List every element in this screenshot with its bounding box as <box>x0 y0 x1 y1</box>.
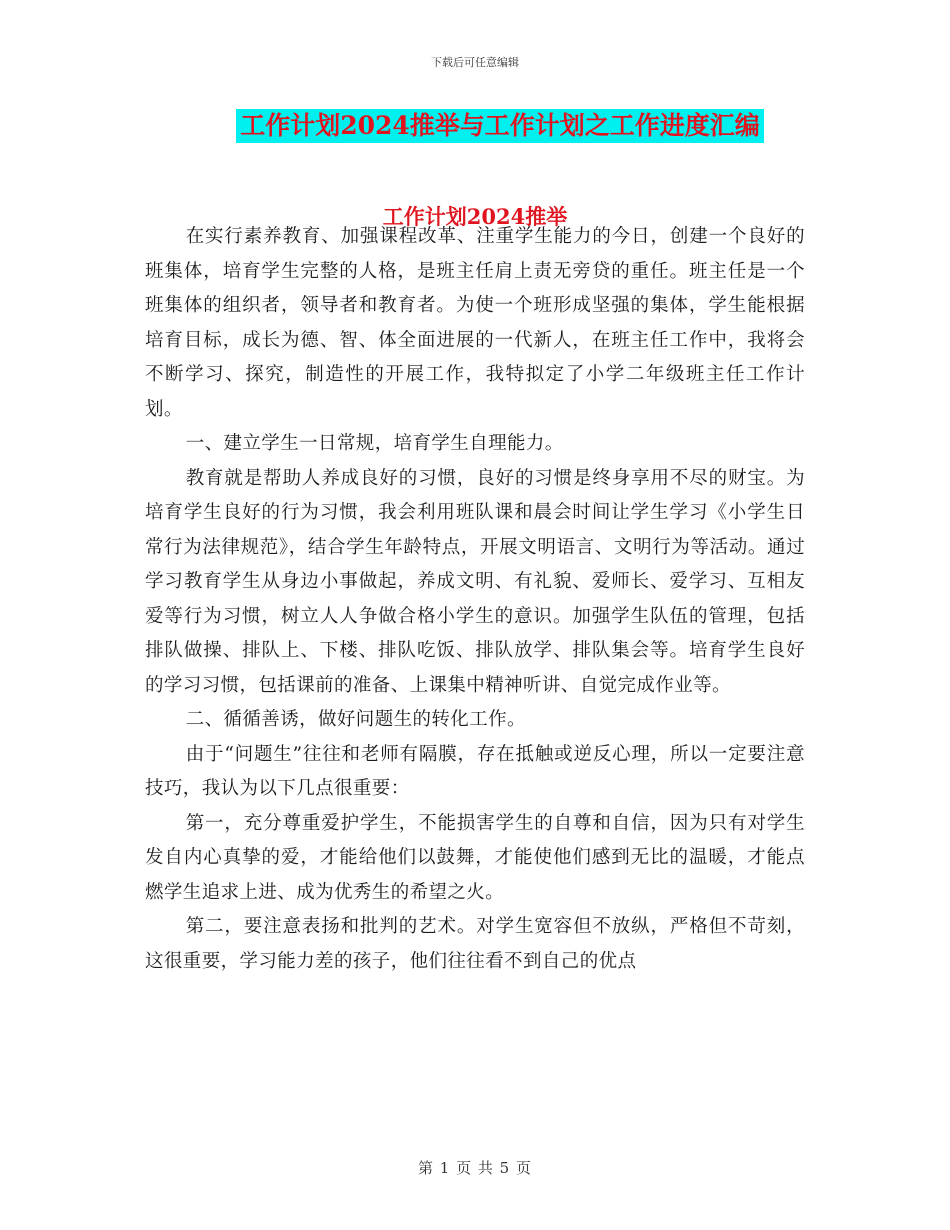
body-paragraph: 教育就是帮助人养成良好的习惯，良好的习惯是终身享用不尽的财宝。为培育学生良好的行为习惯，我会利用班队课和晨会时间让学生学习《小学生日常行为法律规范》，结合学生年龄特点，开展文明语言、文明行为等活动。通过学习教育学生从身边小事做起，养成文明、有礼貌、爱师长、爱学习、互相友爱等行为习惯，树立人人争做合格小学生的意识。加强学生队伍的管理，包括排队做操、排队上、下楼、排队吃饭、排队放学、排队集会等。培育学生良好的学习习惯，包括课前的准备、上课集中精神听讲、自觉完成作业等。 <box>145 467 805 696</box>
body-paragraph: 第二，要注意表扬和批判的艺术。对学生宽容但不放纵，严格但不苛刻，这很重要，学习能力差的孩子，他们往往看不到自己的优点 <box>145 916 805 972</box>
body-paragraph: 第一，充分尊重爱护学生，不能损害学生的自尊和自信，因为只有对学生发自内心真挚的爱，才能给他们以鼓舞，才能使他们感到无比的温暖，才能点燃学生追求上进、成为优秀生的希望之火。 <box>145 812 805 903</box>
page-header-note: 下载后可任意编辑 <box>431 56 519 69</box>
body-paragraph: 由于“问题生”往往和老师有隔膜，存在抵触或逆反心理，所以一定要注意技巧，我认为以下几点很重要： <box>145 743 805 799</box>
main-title-container <box>0 109 950 143</box>
document-main-title: 工作计划2024推举与工作计划之工作进度汇编 <box>236 109 764 143</box>
body-paragraph: 在实行素养教育、加强课程改革、注重学生能力的今日，创建一个良好的班集体，培育学生完整的人格，是班主任肩上责无旁贷的重任。班主任是一个班集体的组织者，领导者和教育者。为使一个班形成坚强的集体，学生能根据培育目标，成长为德、智、体全面进展的一代新人，在班主任工作中，我将会不断学习、探究，制造性的开展工作，我特拟定了小学二年级班主任工作计划。 <box>145 226 805 420</box>
body-paragraph-heading: 二、循循善诱，做好问题生的转化工作。 <box>185 709 526 730</box>
section-title: 工作计划2024推举 <box>382 204 568 229</box>
page-footer: 第 1 页 共 5 页 <box>418 1159 532 1177</box>
body-paragraph-heading: 一、建立学生一日常规，培育学生自理能力。 <box>185 433 564 454</box>
document-body <box>145 220 805 979</box>
